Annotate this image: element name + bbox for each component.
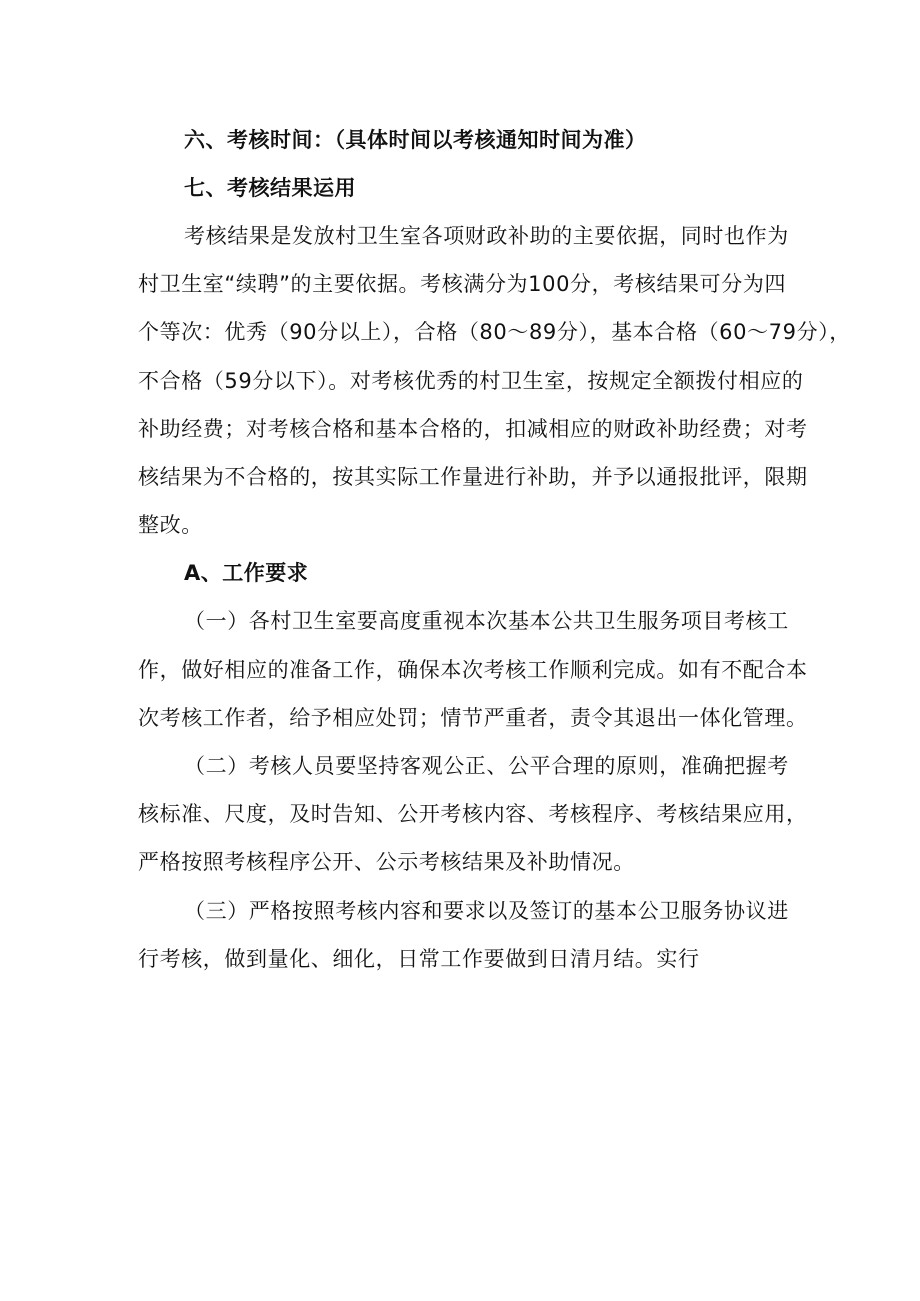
section-6-heading: 六、考核时间：（具体时间以考核通知时间为准） bbox=[184, 128, 647, 152]
section-7-paragraph bbox=[138, 212, 851, 549]
text-line: （三）严格按照考核内容和要求以及签订的基本公卫服务协议进 bbox=[184, 898, 789, 923]
text-line: 考核结果是发放村卫生室各项财政补助的主要依据，同时也作为 bbox=[184, 224, 789, 248]
text-line: 作，做好相应的准备工作，确保本次考核工作顺利完成。如有不配合本 bbox=[138, 657, 808, 682]
text-line: （二）考核人员要坚持客观公正、公平合理的原则，准确把握考 bbox=[184, 754, 789, 779]
requirement-item-1 bbox=[138, 597, 808, 742]
text-line: 个等次：优秀（90分以上），合格（80〜89分），基本合格（60〜79分）， bbox=[138, 320, 851, 345]
text-line: 村卫生室“续聘”的主要依据。考核满分为100分，考核结果可分为四 bbox=[138, 272, 787, 297]
text-line: 不合格（59分以下）。对考核优秀的村卫生室，按规定全额拨付相应的 bbox=[138, 368, 804, 393]
section-7-heading: 七、考核结果运用 bbox=[184, 176, 356, 200]
requirement-item-3 bbox=[138, 887, 802, 983]
document-body bbox=[138, 116, 851, 983]
text-line: 严格按照考核程序公开、公示考核结果及补助情况。 bbox=[138, 850, 635, 875]
text-line: （一）各村卫生室要高度重视本次基本公共卫生服务项目考核工 bbox=[184, 609, 789, 634]
text-line: 次考核工作者，给予相应处罚；情节严重者，责令其退出一体化管理。 bbox=[138, 705, 808, 730]
text-line: 核结果为不合格的，按其实际工作量进行补助，并予以通报批评，限期 bbox=[138, 465, 808, 490]
section-8-heading: A、工作要求 bbox=[184, 561, 309, 586]
text-line: 行考核，做到量化、细化，日常工作要做到日清月结。实行 bbox=[138, 946, 700, 971]
text-line: 核标准、尺度，及时告知、公开考核内容、考核程序、考核结果应用， bbox=[138, 802, 808, 827]
text-line: 整改。 bbox=[138, 513, 203, 538]
text-line: 补助经费；对考核合格和基本合格的，扣减相应的财政补助经费；对考 bbox=[138, 416, 808, 441]
requirement-item-2 bbox=[138, 742, 808, 887]
